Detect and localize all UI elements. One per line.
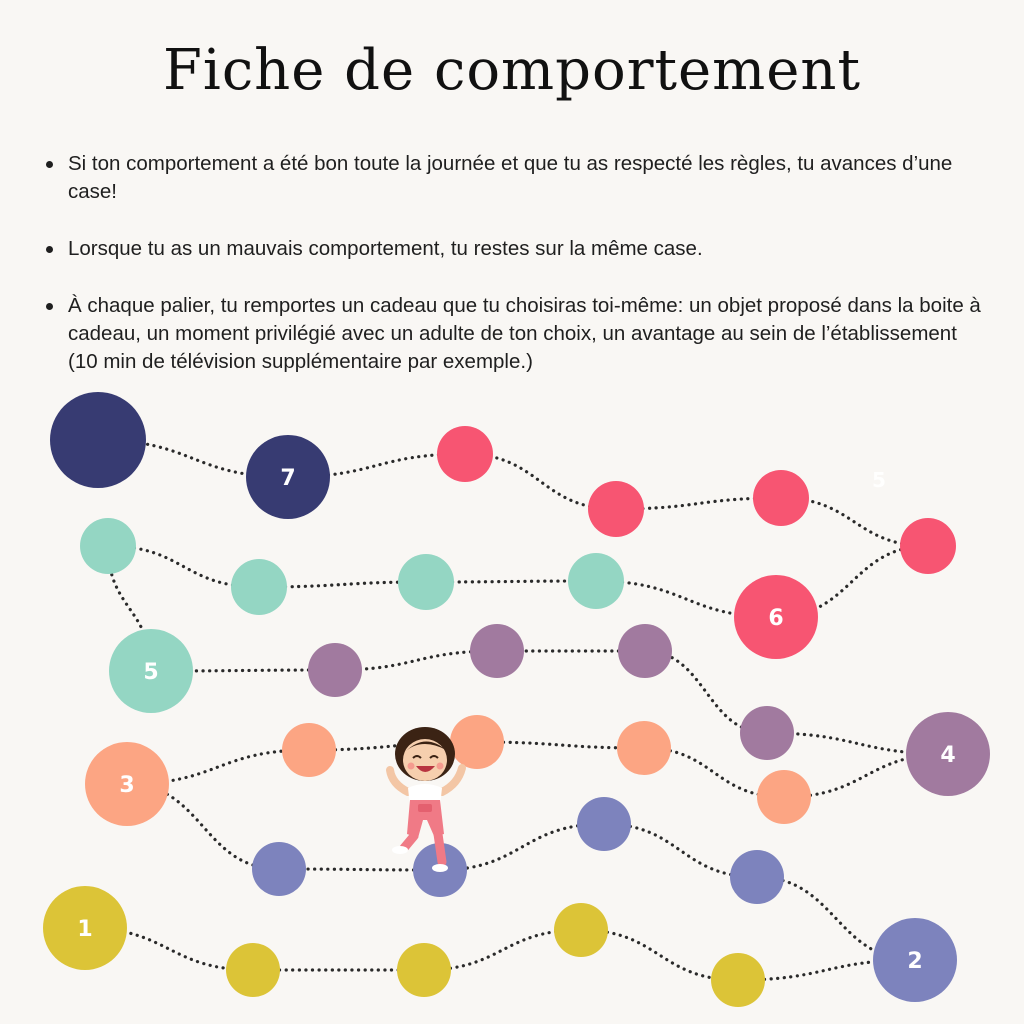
board-square — [577, 797, 631, 851]
board-square — [398, 554, 454, 610]
board-square — [740, 706, 794, 760]
board-square — [618, 624, 672, 678]
board-square — [226, 943, 280, 997]
rule-text: Lorsque tu as un mauvais comportement, tu restes sur la même case. — [68, 237, 703, 260]
board-square — [711, 953, 765, 1007]
board-square — [282, 723, 336, 777]
milestone-label: 6 — [768, 606, 784, 631]
board-square — [757, 770, 811, 824]
board-square — [470, 624, 524, 678]
board-square — [588, 481, 644, 537]
board-square — [730, 850, 784, 904]
milestone-label: 2 — [907, 949, 923, 974]
rule-text: À chaque palier, tu remportes un cadeau que tu choisiras toi-même: un objet proposé dans la boite à cadeau, un moment privilégié avec un adulte de ton choix, un avantage au sein de l’établissement (10 min de télévision supplémentaire par exemple.) — [68, 294, 981, 373]
milestone-label: 7 — [280, 466, 296, 491]
rule-text: Si ton comportement a été bon toute la journée et que tu as respecté les règles, tu avances d’une case! — [68, 152, 953, 203]
milestone-label: 4 — [940, 743, 956, 768]
milestone-label: 5 — [872, 468, 886, 492]
board-square — [554, 903, 608, 957]
girl-character-figure — [390, 727, 462, 872]
board-square — [308, 643, 362, 697]
board-square — [231, 559, 287, 615]
board-square — [568, 553, 624, 609]
board-square — [397, 943, 451, 997]
girl-character — [380, 722, 480, 882]
board-square — [252, 842, 306, 896]
board-square — [80, 518, 136, 574]
milestone-label: 1 — [77, 917, 93, 942]
milestone-label: 5 — [143, 660, 159, 685]
milestone-label: 3 — [119, 773, 135, 798]
board-square — [900, 518, 956, 574]
board-square — [437, 426, 493, 482]
finish-circle — [50, 392, 146, 488]
board-square — [617, 721, 671, 775]
page-title: Fiche de comportement — [163, 38, 861, 103]
board-square — [753, 470, 809, 526]
